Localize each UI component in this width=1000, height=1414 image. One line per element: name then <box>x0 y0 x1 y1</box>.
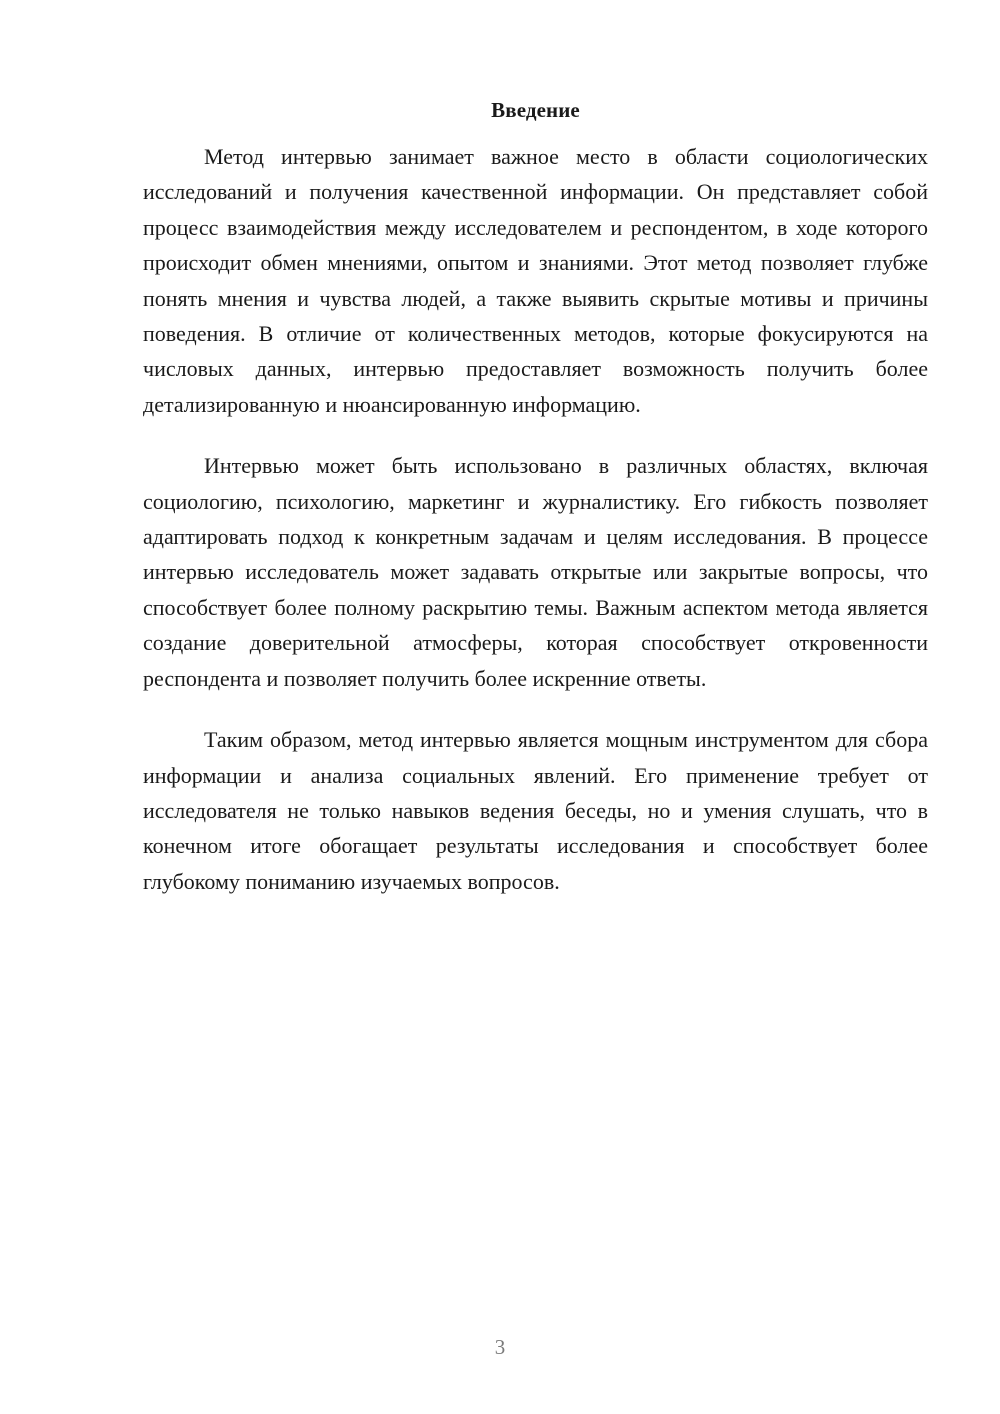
page-content <box>143 96 928 925</box>
paragraph-1: Метод интервью занимает важное место в области социологических исследований и получения качественной информации. Он представляет собой процесс взаимодействия между исследователем и респондентом, в ходе которого происходит обмен мнениями, опытом и знаниями. Этот метод позволяет глубже понять мнения и чувства людей, а также выявить скрытые мотивы и причины поведения. В отличие от количественных методов, которые фокусируются на числовых данных, интервью предоставляет возможность получить более детализированную и нюансированную информацию. <box>143 144 928 417</box>
page-number: 3 <box>494 1335 506 1359</box>
paragraph-3: Таким образом, метод интервью является мощным инструментом для сбора информации и анализа социальных явлений. Его применение требует от исследователя не только навыков ведения беседы, но и умения слушать, что в конечном итоге обогащает результаты исследования и способствует более глубокому пониманию изучаемых вопросов. <box>143 727 928 894</box>
section-heading: Введение <box>491 98 580 122</box>
paragraph-2: Интервью может быть использовано в различных областях, включая социологию, психологию, маркетинг и журналистику. Его гибкость позволяет адаптировать подход к конкретным задачам и целям исследования. В процессе интервью исследователь может задавать открытые или закрытые вопросы, что способствует более полному раскрытию темы. Важным аспектом метода является создание доверительной атмосферы, которая способствует откровенности респондента и позволяет получить более искренние ответы. <box>143 453 928 691</box>
